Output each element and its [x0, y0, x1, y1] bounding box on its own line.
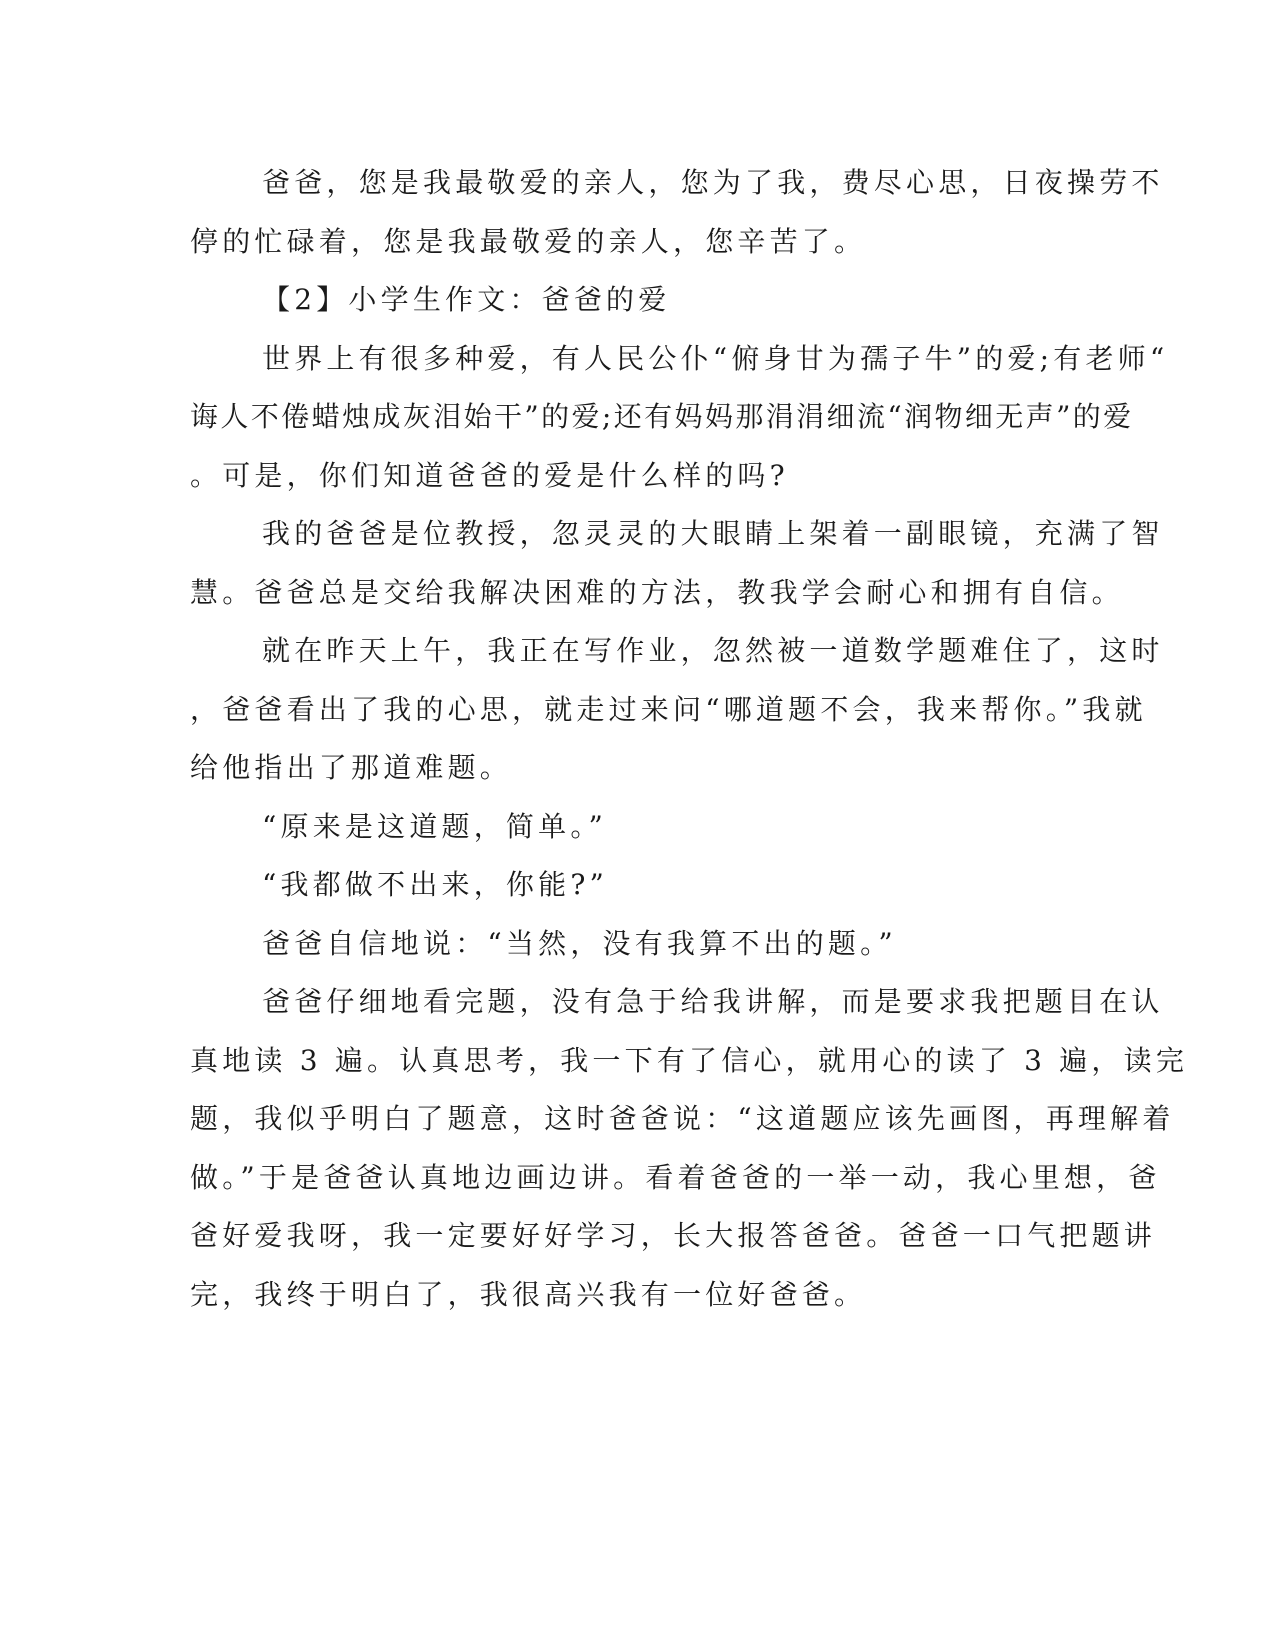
paragraph-line: 给他指出了那道难题。	[190, 751, 513, 784]
paragraph-line: 爸好爱我呀，我一定要好好学习，长大报答爸爸。爸爸一口气把题讲	[190, 1219, 1157, 1252]
paragraph-line: 诲人不倦蜡烛成灰泪始干”的爱;还有妈妈那涓涓细流“润物细无声”的爱	[190, 400, 1134, 433]
paragraph-line: 停的忙碌着，您是我最敬爱的亲人，您辛苦了。	[190, 225, 867, 258]
paragraph-line: 真地读 3 遍。认真思考，我一下有了信心，就用心的读了 3 遍，读完	[190, 1044, 1189, 1077]
paragraph-line: 题，我似乎明白了题意，这时爸爸说：“这道题应该先画图，再理解着	[190, 1102, 1175, 1135]
paragraph-line: 完，我终于明白了，我很高兴我有一位好爸爸。	[190, 1278, 867, 1311]
paragraph-line: 慧。爸爸总是交给我解决困难的方法，教我学会耐心和拥有自信。	[190, 576, 1124, 609]
paragraph-line: 我的爸爸是位教授，忽灵灵的大眼睛上架着一副眼镜，充满了智	[262, 517, 1164, 550]
dialogue-line: 爸爸自信地说：“当然，没有我算不出的题。”	[262, 927, 897, 960]
dialogue-line: “原来是这道题，简单。”	[262, 810, 608, 843]
paragraph-line: 世界上有很多种爱，有人民公仆“俯身甘为孺子牛”的爱;有老师“	[262, 342, 1169, 375]
paragraph-line: 就在昨天上午，我正在写作业，忽然被一道数学题难住了，这时	[262, 634, 1164, 667]
paragraph-line: 。可是，你们知道爸爸的爱是什么样的吗?	[190, 459, 789, 492]
paragraph-line: 做。”于是爸爸认真地边画边讲。看着爸爸的一举一动，我心里想，爸	[190, 1161, 1161, 1194]
paragraph-line: 爸爸仔细地看完题，没有急于给我讲解，而是要求我把题目在认	[262, 985, 1164, 1018]
section-heading: 【2】小学生作文：爸爸的爱	[262, 283, 671, 316]
dialogue-line: “我都做不出来，你能?”	[262, 868, 609, 901]
paragraph-line: ，爸爸看出了我的心思，就走过来问“哪道题不会，我来帮你。”我就	[190, 693, 1147, 726]
paragraph-line: 爸爸，您是我最敬爱的亲人，您为了我，费尽心思，日夜操劳不	[262, 166, 1164, 199]
